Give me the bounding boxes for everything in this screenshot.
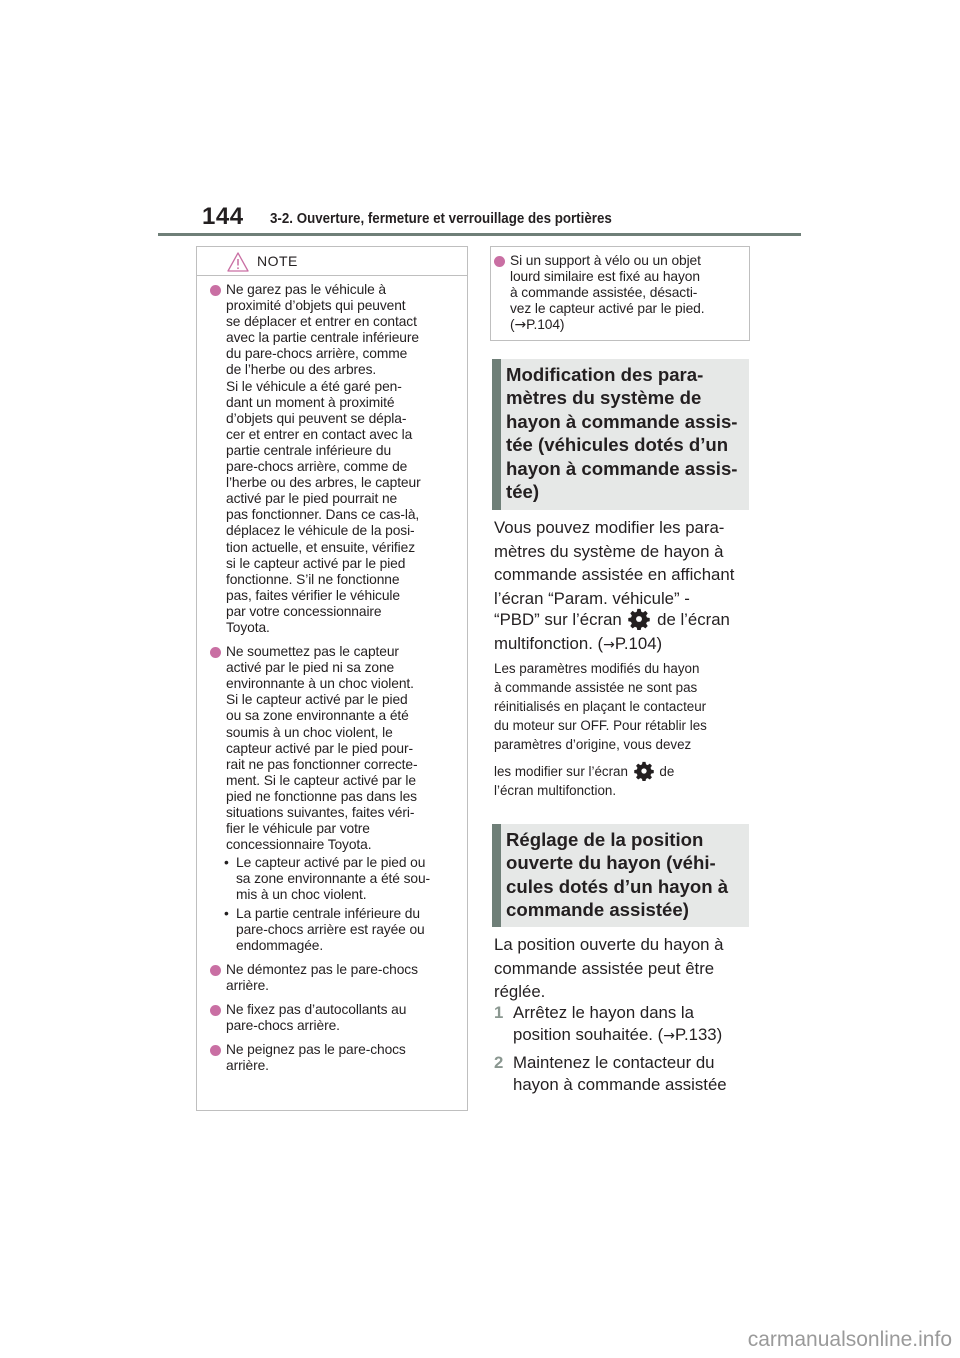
section1-note-text: Les paramètres modifiés du hayon à commande assistée ne sont pas réinitialisés en plaçant le contacteur du moteur sur OFF. Pour rétablir les paramètres d’origine, vous devez [494, 661, 707, 752]
gear-icon [628, 608, 650, 630]
note-line: par votre concessionnaire [226, 603, 382, 619]
note-line: pied ne fonctionne pas dans les [226, 788, 417, 804]
note-line: avec la partie centrale inférieure [226, 330, 419, 346]
note-line: à commande assistée, désacti- [510, 285, 698, 301]
note-line: dant un moment à proximité [226, 394, 395, 410]
note-line: cer et entrer en contact avec la [226, 426, 413, 442]
note-label: NOTE [257, 253, 298, 269]
note-line: environnante à un choc violent. [226, 676, 414, 692]
note-line: pare-chocs arrière, comme de [226, 459, 408, 475]
note-line: arrière. [226, 977, 269, 993]
note-line: vez le capteur activé par le pied. [510, 301, 705, 317]
note-item [209, 644, 457, 954]
note-line: fonctionne. S’il ne fonctionne [226, 571, 400, 587]
note-line: Ne démontez pas le pare-chocs [226, 961, 418, 977]
note-line: partie centrale inférieure du [226, 442, 392, 458]
section2-body: La position ouverte du hayon à commande assistée peut être réglée. [494, 935, 724, 1001]
note-line: ou sa zone environnante a été [226, 708, 409, 724]
note-header [197, 247, 467, 276]
header-divider [158, 233, 801, 236]
watermark: carmanualsonline.info [747, 1328, 952, 1351]
note-item [209, 1002, 457, 1034]
note-line: lourd similaire est fixé au hayon [510, 269, 700, 285]
step-number: 2 [494, 1053, 504, 1072]
sub-item-line: Le capteur activé par le pied ou [236, 855, 426, 871]
note-line: pare-chocs arrière. [226, 1018, 340, 1034]
note-line: Ne soumettez pas le capteur [226, 644, 399, 660]
note-line: si le capteur activé par le pied [226, 555, 406, 571]
note-line: Si le véhicule a été garé pen- [226, 378, 402, 394]
warning-triangle-icon [227, 252, 249, 272]
note-line: de l’herbe ou des arbres. [226, 362, 377, 378]
arrow-right-icon: → [603, 637, 615, 653]
bullet-dot-icon [210, 285, 221, 296]
note-line: soumis à un choc violent, le [226, 724, 393, 740]
sub-item-line: pare-chocs arrière est rayée ou [236, 921, 425, 937]
section-heading-modification: Modification des para- mètres du système de hayon à commande assis- tée (véhicules dotés d’un hayon à commande assis- tée) [492, 359, 749, 510]
note-line: d’objets qui peuvent se dépla- [226, 410, 407, 426]
note-list [209, 282, 457, 1074]
note-item [493, 253, 739, 333]
bullet-dot-icon [210, 965, 221, 976]
gear-icon [634, 761, 654, 781]
sub-list-item [216, 855, 457, 903]
section1-note-gear-line: les modifier sur l’écran de l’écran multifonction. [494, 761, 752, 800]
note-item [209, 1042, 457, 1074]
note-box [196, 246, 468, 1111]
note-line: Ne peignez pas le pare-chocs [226, 1042, 406, 1058]
step-number: 1 [494, 1003, 504, 1022]
note-line: activé par le pied ni sa zone [226, 660, 395, 676]
note-item [209, 962, 457, 994]
note-line: du pare-chocs arrière, comme [226, 346, 408, 362]
note-line: tion actuelle, et ensuite, vérifiez [226, 539, 415, 555]
sub-list-item [216, 906, 457, 954]
note-line: activé par le pied pourrait ne [226, 491, 398, 507]
note-line: Ne garez pas le véhicule à [226, 282, 386, 297]
note-line: ment. Si le capteur activé par le [226, 772, 416, 788]
note-line: capteur activé par le pied pour- [226, 740, 413, 756]
sub-item-line: endommagée. [236, 937, 324, 953]
step-1: 1 Arrêtez le hayon dans la position souhaitée. (→P.133) [494, 1003, 723, 1044]
bullet-dot-icon [210, 1045, 221, 1056]
section1-body-gear-line: “PBD” sur l’écran de l’écran [494, 610, 730, 629]
note-line: l’herbe ou des arbres, le capteur [226, 475, 421, 491]
bullet-dot-icon [210, 1005, 221, 1016]
sub-item-line: sa zone environnante a été sou- [236, 871, 431, 887]
note-item [209, 282, 457, 636]
note-line: rait ne pas fonctionner correcte- [226, 756, 418, 772]
step-2: 2 Maintenez le contacteur du hayon à commande assistée [494, 1053, 727, 1094]
section-heading-reglage: Réglage de la position ouverte du hayon (véhi- cules dotés d’un hayon à commande assistée) [492, 824, 749, 927]
page-reference[interactable]: P.133) [674, 1025, 723, 1044]
note-line: concessionnaire Toyota. [226, 837, 372, 853]
note-continuation-box [490, 246, 750, 341]
note-line: Si un support à vélo ou un objet [510, 253, 701, 268]
note-line: déplacez le véhicule de la posi- [226, 523, 415, 539]
note-line: Toyota. [226, 619, 270, 635]
arrow-right-icon: → [514, 317, 527, 334]
section1-body-ref-line: multifonction. (→P.104) [494, 634, 663, 653]
bullet-icon: • [224, 855, 229, 871]
page-header [0, 0, 960, 240]
bullet-dot-icon [210, 647, 221, 658]
page-reference[interactable]: P.104) [614, 634, 663, 653]
page-reference[interactable]: (→P.104) [510, 317, 565, 334]
note-line: situations suivantes, faites véri- [226, 805, 415, 820]
note-line: Si le capteur activé par le pied [226, 692, 408, 708]
section1-body: Vous pouvez modifier les para- mètres du système de hayon à commande assistée en affichant l’écran “Param. véhicule” - [494, 518, 735, 608]
note-line: pas, faites vérifier le véhicule [226, 587, 400, 603]
note-line: pas fonctionner. Dans ce cas-là, [226, 507, 420, 523]
note-line: se déplacer et entrer en contact [226, 314, 417, 330]
note-line: arrière. [226, 1058, 269, 1074]
arrow-right-icon: → [663, 1028, 675, 1044]
note-line: proximité d’objets qui peuvent [226, 298, 406, 314]
sub-item-line: mis à un choc violent. [236, 887, 367, 903]
bullet-icon: • [224, 905, 229, 921]
sub-list [216, 855, 457, 954]
sub-item-line: La partie centrale inférieure du [236, 905, 420, 921]
page-number: 144 [202, 203, 244, 230]
note-line: fier le véhicule par votre [226, 821, 370, 837]
note-body [197, 276, 467, 1074]
bullet-dot-icon [494, 256, 505, 267]
section-title: 3-2. Ouverture, fermeture et verrouillage des portières [270, 211, 612, 227]
note-line: Ne fixez pas d’autocollants au [226, 1002, 407, 1018]
